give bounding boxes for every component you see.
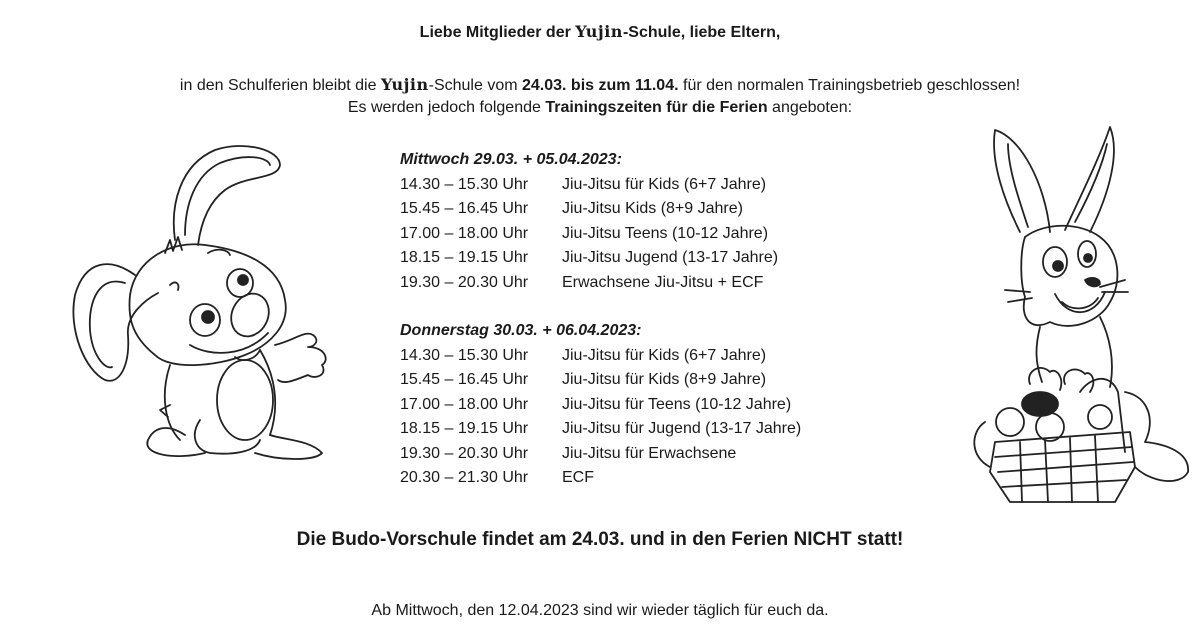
schedule-wednesday [400,148,778,295]
time-slot: 17.00 – 18.00 Uhr [400,395,529,413]
activity: ECF [562,469,594,486]
greeting-text-end: -Schule, liebe Eltern, [622,24,781,41]
time-slot: 19.30 – 20.30 Uhr [400,444,529,462]
schedule-thursday [400,319,801,491]
brand-name: Yujin [575,22,623,41]
time-slot: 15.45 – 16.45 Uhr [400,371,529,388]
intro-text: in den Schulferien bleibt die [179,77,381,94]
time-slot: 14.30 – 15.30 Uhr [400,175,529,193]
brand-name: Yujin [380,75,429,94]
time-slot: 15.45 – 16.45 Uhr [400,200,529,217]
activity: Jiu-Jitsu für Jugend (13-17 Jahre) [562,420,802,437]
activity: Jiu-Jitsu Teens (10-12 Jahre) [562,224,769,242]
intro-text: Es werden jedoch folgende [347,99,546,116]
activity: Jiu-Jitsu für Teens (10-12 Jahre) [562,395,792,413]
easter-bunny-with-basket-icon [950,122,1200,507]
schedule-row [400,417,801,442]
schedule-row [400,173,778,198]
activity: Jiu-Jitsu für Kids (8+9 Jahre) [562,371,767,388]
schedule-day-heading: Mittwoch 29.03. + 05.04.2023: [400,151,622,168]
vorschule-notice: Die Budo-Vorschule findet am 24.03. und in den Ferien NICHT statt! [296,529,904,550]
closure-date-range: 24.03. bis zum 11.04. [522,77,679,94]
greeting-text: Liebe Mitglieder der [419,24,576,41]
schedule-row [400,368,801,393]
schedule-row [400,197,778,222]
schedule-row [400,271,778,296]
time-slot: 19.30 – 20.30 Uhr [400,273,529,291]
intro-text: -Schule vom [428,77,522,94]
time-slot: 14.30 – 15.30 Uhr [400,346,529,364]
activity: Jiu-Jitsu Kids (8+9 Jahre) [562,200,743,217]
cartoon-bunny-waving-icon [30,135,350,465]
activity: Jiu-Jitsu für Kids (6+7 Jahre) [562,175,767,193]
schedule-row [400,393,801,418]
intro-line-2 [0,99,1200,117]
greeting-line [0,22,1200,42]
schedule-row [400,466,801,491]
schedule-row [400,344,801,369]
time-slot: 18.15 – 19.15 Uhr [400,420,529,437]
time-slot: 18.15 – 19.15 Uhr [400,249,529,266]
intro-text: angeboten: [767,99,853,116]
schedule-row [400,442,801,467]
activity: Jiu-Jitsu Jugend (13-17 Jahre) [562,249,779,266]
time-slot: 20.30 – 21.30 Uhr [400,469,529,486]
intro-text: für den normalen Trainingsbetrieb geschlossen! [678,77,1021,94]
intro-line-1 [0,75,1200,95]
time-slot: 17.00 – 18.00 Uhr [400,224,529,242]
schedule-day-heading: Donnerstag 30.03. + 06.04.2023: [400,322,642,339]
activity: Jiu-Jitsu für Kids (6+7 Jahre) [562,346,767,364]
reopening-footer: Ab Mittwoch, den 12.04.2023 sind wir wieder täglich für euch da. [371,602,829,619]
schedule-row [400,246,778,271]
activity: Erwachsene Jiu-Jitsu + ECF [562,273,764,291]
training-times-heading: Trainingszeiten für die Ferien [545,99,768,116]
schedule-row [400,222,778,247]
activity: Jiu-Jitsu für Erwachsene [562,444,737,462]
